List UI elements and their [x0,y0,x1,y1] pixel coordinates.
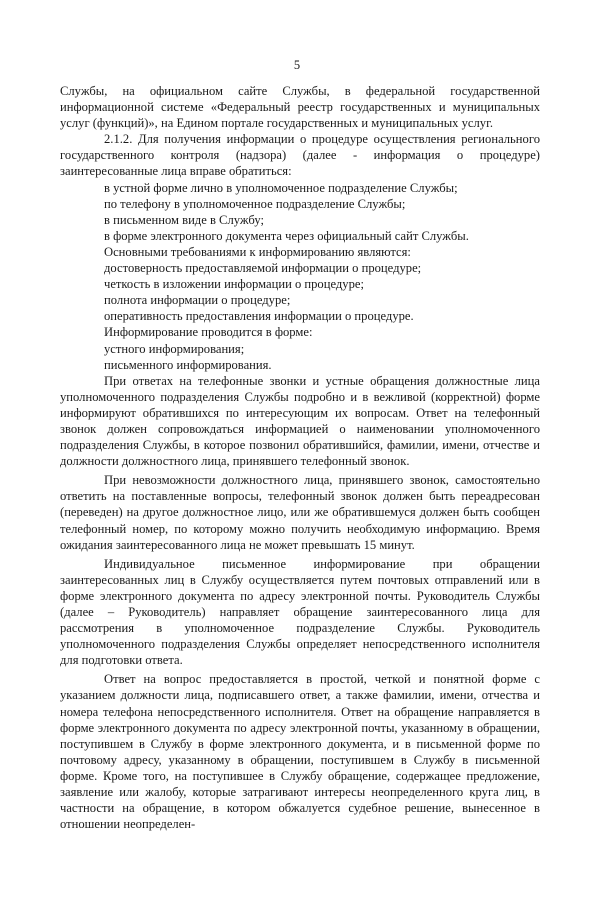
list-item: устного информирования; [104,341,245,356]
list-item: четкость в изложении информации о процедуре; [104,277,364,292]
list-item: в письменном виде в Службу; [104,212,264,227]
list-item: достоверность предоставляемой информации о процедуре; [104,261,422,276]
list-heading: Основными требованиями к информированию являются: [104,244,411,259]
paragraph-phone-answers: При ответах на телефонные звонки и устные обращения должностные лица уполномоченного подразделения Службы подробно и в вежливой (корректной) форме информируют обратившихся по интересующим их вопросам. Ответ на телефонный звонок должен сопровождаться информацией о наименовании уполномоченного подразделения Службы, в которое позвонил обратившийся, фамилии, имени, отчестве и должности должностного лица, принявшего телефонный звонок. [60,373,540,469]
page-number: 5 [293,58,301,72]
paragraph-intro: Службы, на официальном сайте Службы, в федеральной государственной информационной системе «Федеральный реестр государственных и муниципальных услуг (функций)», на Едином портале государственных и муниципальных услуг. [60,84,540,131]
paragraph-answer-form: Ответ на вопрос предоставляется в простой, четкой и понятной форме с указанием должности лица, подписавшего ответ, а также фамилии, имени, отчества и номера телефона непосредственного исполнителя. Ответ на обращение направляется в форме электронного документа по адресу электронной почты, указанному в обращении, поступившем в Службу в форме электронного документа, и в письменной форме по почтовому адресу, указанному в обращении, поступившем в Службу в письменной форме. Кроме того, на поступившее в Службу обращение, содержащее предложение, заявление или жалобу, которые затрагивают интересы неопределенного круга лиц, в частности на обращение, в котором обжалуется судебное решение, вынесенное в отношении неопределен- [60,672,540,832]
list-item: по телефону в уполномоченное подразделение Службы; [104,196,406,211]
list-heading: Информирование проводится в форме: [104,325,313,340]
list-item: оперативность предоставления информации о процедуре. [104,309,414,324]
list-item: полнота информации о процедуре; [104,293,291,308]
list-item: в устной форме лично в уполномоченное подразделение Службы; [104,180,458,195]
paragraph-2-1-2: 2.1.2. Для получения информации о процедуре осуществления регионального государственного контроля (надзора) (далее - информация о процедуре) заинтересованные лица вправе обратиться: [60,132,540,179]
paragraph-written-info: Индивидуальное письменное информирование при обращении заинтересованных лиц в Службу осуществляется путем почтовых отправлений или в форме электронного документа по адресу электронной почты. Руководитель Службы (далее – Руководитель) направляет обращение заинтересованного лица для рассмотрения в уполномоченное подразделение Службы. Руководитель уполномоченного подразделения Службы определяет непосредственного исполнителя для подготовки ответа. [60,556,540,668]
list-item: письменного информирования. [104,357,272,372]
list-item: в форме электронного документа через официальный сайт Службы. [104,228,469,243]
paragraph-call-redirect: При невозможности должностного лица, принявшего звонок, самостоятельно ответить на поставленные вопросы, телефонный звонок должен быть переадресован (переведен) на другое должностное лицо, или же обратившемуся должен быть сообщен телефонный номер, по которому можно получить необходимую информацию. Время ожидания заинтересованного лица не может превышать 15 минут. [60,473,540,552]
document-body [60,83,540,832]
